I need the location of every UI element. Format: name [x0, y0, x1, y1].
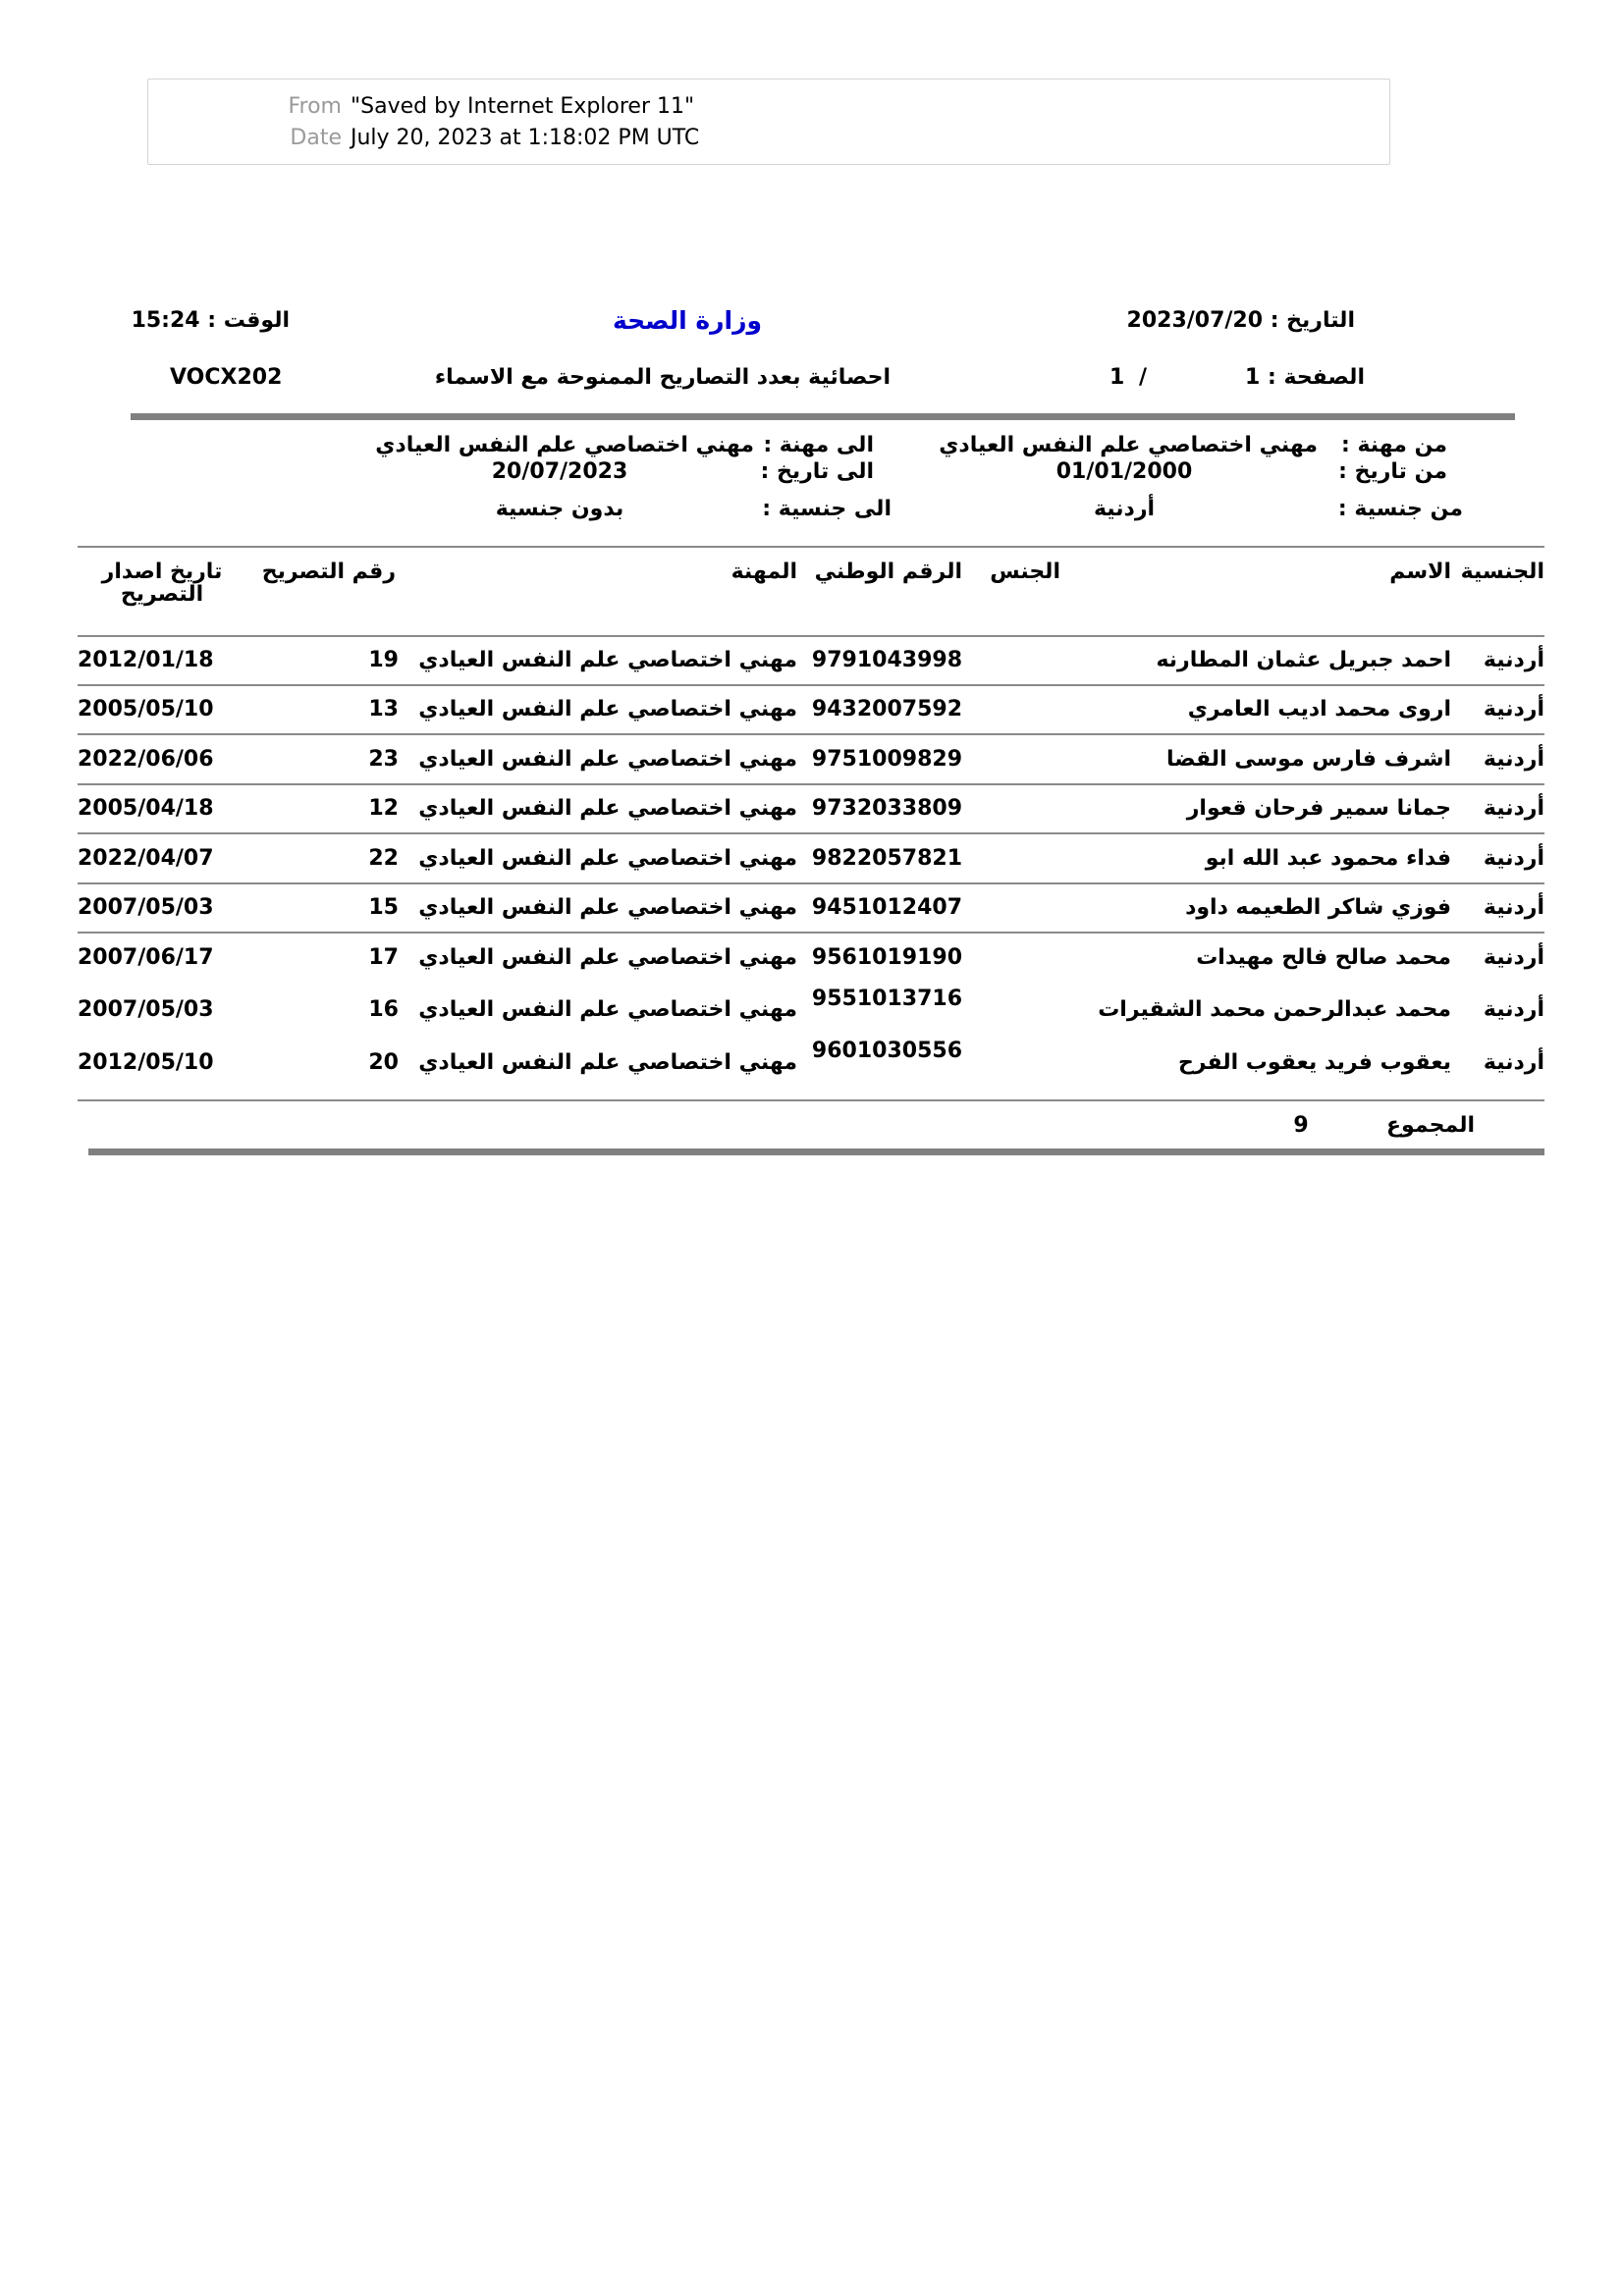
to-date-value: 20/07/2023 [491, 459, 628, 484]
from-nationality-label: من جنسية : [1337, 497, 1463, 521]
cell-issue-date: 2012/05/10 [78, 1050, 214, 1075]
to-nationality-value: بدون جنسية [495, 497, 624, 521]
col-header-issue-date-line1: تاريخ اصدار [101, 560, 223, 584]
from-label: From [288, 94, 342, 119]
cell-permit-no: 12 [368, 796, 399, 821]
to-profession-label: الى مهنة : [763, 433, 874, 457]
report-date: التاريخ : 2023/07/20 [1126, 308, 1355, 333]
cell-name: احمد جبريل عثمان المطارنه [1156, 648, 1451, 672]
from-value: "Saved by Internet Explorer 11" [351, 94, 695, 119]
cell-profession: مهني اختصاصي علم النفس العيادي [418, 945, 797, 970]
from-profession-label: من مهنة : [1340, 433, 1447, 457]
cell-national-id: 9822057821 [811, 846, 962, 871]
report-code: VOCX202 [170, 365, 283, 390]
cell-issue-date: 2005/05/10 [78, 697, 214, 721]
saved-by-box [147, 79, 1390, 165]
date-label: Date [290, 126, 342, 150]
cell-name: اشرف فارس موسى القضا [1166, 747, 1451, 772]
col-header-national-id: الرقم الوطني [814, 560, 962, 584]
cell-nationality: أردنية [1483, 747, 1544, 772]
cell-issue-date: 2007/05/03 [78, 997, 214, 1022]
page-of-number: 1 [1109, 365, 1125, 390]
cell-issue-date: 2022/04/07 [78, 846, 214, 871]
cell-name: محمد صالح فالح مهيدات [1196, 945, 1451, 970]
to-date-label: الى تاريخ : [760, 459, 874, 484]
row-divider [78, 832, 1544, 834]
cell-profession: مهني اختصاصي علم النفس العيادي [418, 846, 797, 871]
cell-permit-no: 22 [368, 846, 399, 871]
report-time: الوقت : 15:24 [131, 308, 290, 333]
total-label: المجموع [1386, 1113, 1475, 1138]
cell-profession: مهني اختصاصي علم النفس العيادي [418, 1050, 797, 1075]
cell-permit-no: 17 [368, 945, 399, 970]
cell-nationality: أردنية [1483, 997, 1544, 1022]
row-divider [78, 882, 1544, 884]
table-bottom-divider [78, 1099, 1544, 1101]
row-divider [78, 783, 1544, 785]
cell-profession: مهني اختصاصي علم النفس العيادي [418, 648, 797, 672]
ministry-title: وزارة الصحة [612, 306, 763, 335]
cell-name: محمد عبدالرحمن محمد الشقيرات [1098, 997, 1451, 1022]
col-header-issue-date [83, 560, 241, 607]
cell-profession: مهني اختصاصي علم النفس العيادي [418, 997, 797, 1022]
footer-divider [88, 1148, 1544, 1155]
cell-name: يعقوب فريد يعقوب الفرح [1177, 1050, 1451, 1075]
header-divider [131, 413, 1515, 420]
cell-issue-date: 2007/06/17 [78, 945, 214, 970]
from-nationality-value: أردنية [1093, 497, 1156, 521]
row-divider [78, 932, 1544, 934]
cell-nationality: أردنية [1483, 697, 1544, 721]
cell-permit-no: 19 [368, 648, 399, 672]
cell-nationality: أردنية [1483, 648, 1544, 672]
col-header-gender: الجنس [990, 560, 1060, 584]
cell-issue-date: 2012/01/18 [78, 648, 214, 672]
cell-profession: مهني اختصاصي علم النفس العيادي [418, 747, 797, 772]
col-header-permit-no: رقم التصريح [261, 560, 396, 584]
from-profession-value: مهني اختصاصي علم النفس العيادي [939, 433, 1318, 457]
cell-nationality: أردنية [1483, 846, 1544, 871]
header-row-divider [78, 635, 1544, 637]
cell-national-id: 9561019190 [811, 945, 962, 970]
cell-profession: مهني اختصاصي علم النفس العيادي [418, 796, 797, 821]
cell-name: فداء محمود عبد الله ابو [1205, 846, 1451, 871]
col-header-nationality: الجنسية [1460, 560, 1544, 584]
cell-national-id: 9451012407 [811, 895, 962, 920]
page-separator: / [1139, 365, 1148, 390]
total-value: 9 [1293, 1113, 1309, 1138]
cell-issue-date: 2007/05/03 [78, 895, 214, 920]
cell-profession: مهني اختصاصي علم النفس العيادي [418, 697, 797, 721]
filters-divider [78, 546, 1544, 548]
cell-nationality: أردنية [1483, 796, 1544, 821]
cell-national-id: 9601030556 [811, 1039, 962, 1063]
cell-permit-no: 15 [368, 895, 399, 920]
cell-name: جمانا سمير فرحان قعوار [1186, 796, 1451, 821]
to-nationality-label: الى جنسية : [762, 497, 892, 521]
page-number: الصفحة : 1 [1245, 365, 1365, 390]
cell-nationality: أردنية [1483, 945, 1544, 970]
cell-national-id: 9432007592 [811, 697, 962, 721]
col-header-name: الاسم [1389, 560, 1451, 584]
cell-national-id: 9791043998 [811, 648, 962, 672]
cell-permit-no: 23 [368, 747, 399, 772]
row-divider [78, 733, 1544, 735]
cell-nationality: أردنية [1483, 895, 1544, 920]
from-date-label: من تاريخ : [1338, 459, 1447, 484]
from-date-value: 01/01/2000 [1055, 459, 1193, 484]
report-title: احصائية بعدد التصاريح الممنوحة مع الاسماء [434, 365, 892, 390]
cell-name: اروى محمد اديب العامري [1187, 697, 1451, 721]
cell-issue-date: 2022/06/06 [78, 747, 214, 772]
cell-national-id: 9732033809 [811, 796, 962, 821]
cell-national-id: 9751009829 [811, 747, 962, 772]
cell-national-id: 9551013716 [811, 987, 962, 1011]
cell-name: فوزي شاكر الطعيمه داود [1185, 895, 1451, 920]
cell-permit-no: 20 [368, 1050, 399, 1075]
date-value: July 20, 2023 at 1:18:02 PM UTC [351, 126, 700, 150]
row-divider [78, 684, 1544, 686]
cell-issue-date: 2005/04/18 [78, 796, 214, 821]
cell-permit-no: 16 [368, 997, 399, 1022]
col-header-profession: المهنة [730, 560, 797, 584]
cell-profession: مهني اختصاصي علم النفس العيادي [418, 895, 797, 920]
cell-permit-no: 13 [368, 697, 399, 721]
col-header-issue-date-line2: التصريح [120, 582, 204, 607]
cell-nationality: أردنية [1483, 1050, 1544, 1075]
to-profession-value: مهني اختصاصي علم النفس العيادي [375, 433, 754, 457]
